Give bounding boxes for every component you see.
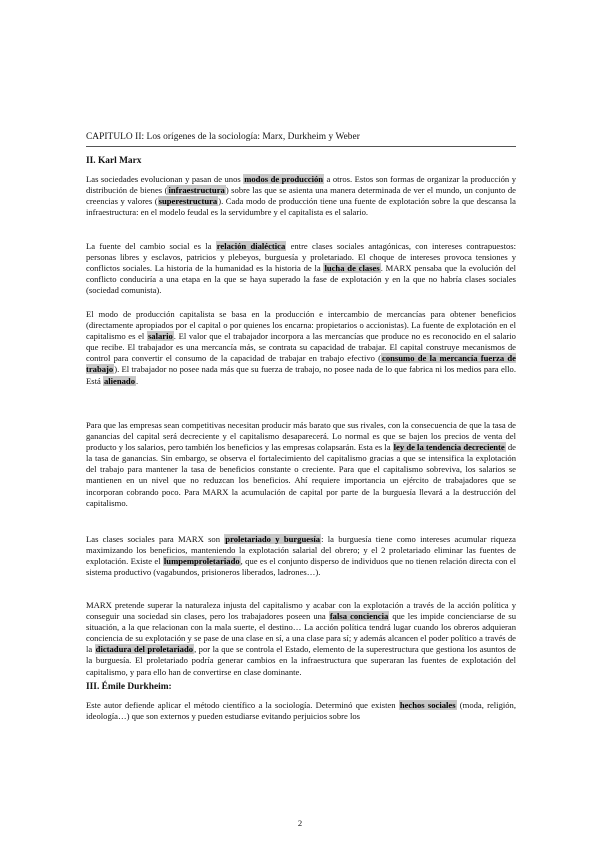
text-run: ). El trabajador no posee nada más que su fuerza de trabajo, no posee nada de lo que fabrica ni los medios para ello. Está <box>86 364 516 386</box>
text-run: El modo de producción capitalista se basa en la producción e intercambio de mercancías para obtener beneficios (directamente apropiados por el capital o por quienes los encarna: propietarios o accionistas). La fuente de explotación en el capitalismo es el <box>86 309 516 342</box>
text-run: entre clases sociales antagónicas, con intereses contrapuestos: personas libres y esclavos, patricios y plebeyos, burguesía y proletariado. El choque de intereses provoca tensiones y conflictos sociales. La historia de la humanidad es la historia de la <box>86 241 516 274</box>
text-run: ) sobre las que se asienta una manera determinada de ver el mundo, un conjunto de creencias y valores ( <box>86 185 516 207</box>
paragraph-text <box>86 174 516 218</box>
highlighted-term: lucha de clases <box>324 263 380 274</box>
paragraph <box>86 600 516 678</box>
paragraph <box>86 309 516 387</box>
highlighted-term: infraestructura <box>168 185 225 196</box>
highlighted-term: falsa conciencia <box>329 611 389 622</box>
paragraph-text <box>86 241 516 296</box>
text-run: , por la que se controla el Estado, elemento de la superestructura que gestiona los asuntos de la burguesía. El proletariado podría generar cambios en la infraestructura que superaran las fuentes de explotación del capitalismo, y para ello han de convertirse en clase dominante. <box>86 644 516 677</box>
paragraph <box>86 241 516 296</box>
paragraph <box>86 700 516 722</box>
highlighted-term: dictadura del proletariado <box>95 644 194 655</box>
text-run: ). Cada modo de producción tiene una fuente de explotación sobre la que descansa la infraestructura: en el modelo feudal es la servidumbre y el capitalista es el salario. <box>86 196 516 218</box>
text-run: que les impide concienciarse de su situación, a la que relacionan con la mala suerte, el destino… La acción política tendrá lugar cuando los obreros adquieran conciencia de su explotación y se pase de una clase en sí, a una clase para sí; y además alcancen el poder político a través de la <box>86 611 516 655</box>
section-heading-durkheim: III. Émile Durkheim: <box>86 682 172 692</box>
highlighted-term: superestructura <box>158 196 218 207</box>
chapter-header: CAPITULO II: Los orígenes de la sociología: Marx, Durkheim y Weber <box>86 132 516 147</box>
highlighted-term: consumo de la mercancía fuerza de trabajo <box>86 353 516 375</box>
text-run: . MARX pensaba que la evolución del conflicto conduciría a una etapa en la que se haya superado la fase de explotación y en la que no habría clases sociales (sociedad comunista). <box>86 263 517 296</box>
paragraph <box>86 174 516 218</box>
paragraph-text <box>86 534 516 578</box>
text-run: Las sociedades evolucionan y pasan de unos <box>86 174 244 184</box>
highlighted-term: salario <box>147 331 173 342</box>
highlighted-term: relación dialéctica <box>216 241 286 251</box>
text-run: de la tasa de ganancias. Sin embargo, se observa el fortalecimiento del capitalismo gracias a que se intensifica la explotación del trabajo para mantener la tasa de beneficios constante o creciente. Para que el capitalismo sobreviva, los salarios se mantienen en un nivel que no reduzcan los beneficios. Ahí requiere importancia un ejército de trabajadores que se incorporan cobrando poco. Para MARX la acumulación de capital por parte de la burguesía llevará a la destrucción del capitalismo. <box>86 442 516 508</box>
page-number: 2 <box>297 818 303 828</box>
highlighted-term: ley de la tendencia decreciente <box>393 442 505 453</box>
highlighted-term: modos de producción <box>244 174 324 184</box>
paragraph-text <box>86 700 516 722</box>
text-run: a otros. Estos son formas de organizar la producción y distribución de bienes ( <box>86 174 516 196</box>
text-run: . <box>136 375 139 386</box>
highlighted-term: proletariado y burguesía <box>225 534 321 544</box>
text-run: (moda, religión, ideología…) que son externos y pueden estudiarse evitando perjuicios sobre los <box>86 700 517 722</box>
text-run: , que es el conjunto disperso de individuos que no tienen relación directa con el sistema productivo (vagabundos, prisioneros liberados, ladrones…). <box>86 556 516 578</box>
text-run: . El valor que el trabajador incorpora a las mercancías que produce no es reconocido en el salario que recibe. El trabajador es una mercancía más, se contrata su capacidad de trabajar. El capital construye mecanismos de control para convertir el consumo de la capacidad de trabajar en trabajo efectivo ( <box>86 331 516 364</box>
highlighted-term: alienado <box>103 375 135 386</box>
text-run: La fuente del cambio social es la <box>86 241 216 251</box>
paragraph-text <box>86 309 516 387</box>
paragraph <box>86 420 516 509</box>
text-run: Para que las empresas sean competitivas necesitan producir más barato que sus rivales, con la consecuencia de que la tasa de ganancias del capital será decreciente y el capitalismo desaparecerá. Lo normal es que se bajen los precios de venta del producto y los salarios, pero también los beneficios y las empresas colapsarán. Esta es la <box>86 420 516 453</box>
text-run: MARX pretende superar la naturaleza injusta del capitalismo y acabar con la explotación a través de la acción política y conseguir una sociedad sin clases, pero los trabajadores poseen una <box>86 600 516 622</box>
paragraph <box>86 534 516 578</box>
paragraph-text <box>86 600 516 678</box>
section-heading-marx: II. Karl Marx <box>86 156 142 166</box>
paragraph-text <box>86 420 516 509</box>
highlighted-term: lumpemproletariado <box>163 556 240 567</box>
text-run: Este autor defiende aplicar el método científico a la sociología. Determinó que existen <box>86 700 399 710</box>
highlighted-term: hechos sociales <box>399 700 456 710</box>
text-run: Las clases sociales para MARX son <box>86 534 225 544</box>
text-run: : la burguesía tiene como intereses acumular riqueza maximizando los beneficios, manteniendo la explotación salarial del obrero; y el 2 proletariado eliminar las fuentes de explotación. Existe el <box>86 534 516 567</box>
